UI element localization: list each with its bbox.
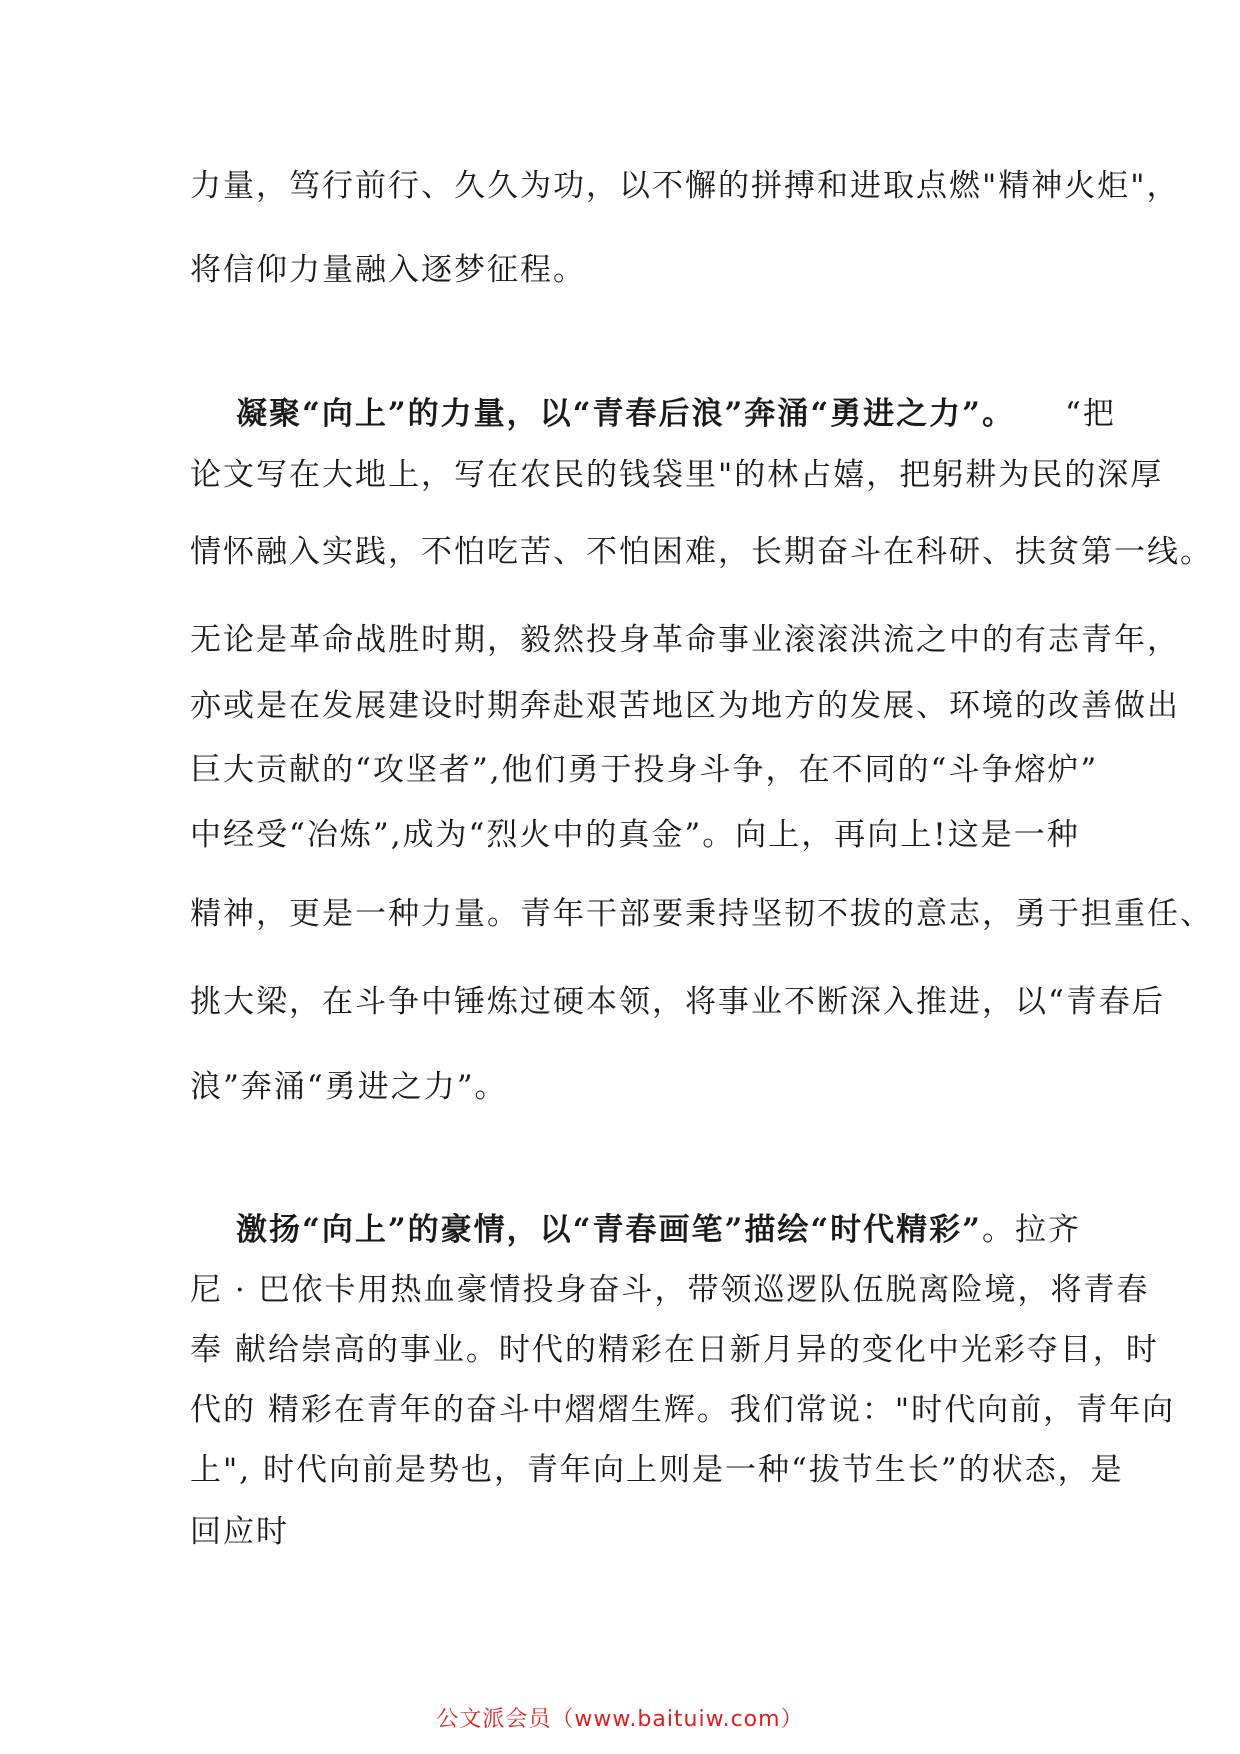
paragraph-line: 情怀融入实践，不怕吃苦、不怕困难，长期奋斗在科研、扶贫第一线。: [190, 534, 1213, 570]
paragraph-line: 巨大贡献的“攻坚者”,他们勇于投身斗争，在不同的“斗争熔炉”: [190, 752, 1099, 788]
paragraph-line: 无论是革命战胜时期，毅然投身革命事业滚滚洪流之中的有志青年，: [190, 622, 1180, 658]
section-heading-line: [190, 392, 1116, 436]
paragraph-line: 上", 时代向前是势也，青年向上则是一种“拔节生长”的状态，是: [190, 1452, 1124, 1488]
heading-continuation: “把: [1064, 396, 1116, 432]
paragraph-line: 奉 献给崇高的事业。时代的精彩在日新月异的变化中光彩夺目，时: [190, 1332, 1159, 1368]
paragraph-line: 中经受“冶炼”,成为“烈火中的真金”。向上，再向上!这是一种: [190, 817, 1080, 853]
paragraph-line: 挑大梁，在斗争中锤炼过硬本领，将事业不断深入推进，以“青春后: [190, 984, 1165, 1020]
paragraph-line: 精神，更是一种力量。青年干部要秉持坚韧不拔的意志，勇于担重任、: [190, 896, 1213, 932]
paragraph-line: 尼 · 巴依卡用热血豪情投身奋斗，带领巡逻队伍脱离险境，将青春: [190, 1272, 1150, 1308]
paragraph-line: 亦或是在发展建设时期奔赴艰苦地区为地方的发展、环境的改善做出: [190, 688, 1180, 724]
paragraph-line: 浪”奔涌“勇进之力”。: [190, 1069, 508, 1105]
footer-watermark: 公文派会员（www.baituiw.com）: [436, 1707, 804, 1732]
section-heading-2: 激扬“向上”的豪情，以“青春画笔”描绘“时代精彩”: [236, 1212, 982, 1248]
section-heading-line: [190, 1208, 1081, 1252]
paragraph-line: 论文写在大地上，写在农民的钱袋里"的林占嬉，把躬耕为民的深厚: [190, 457, 1164, 493]
paragraph-line: 代的 精彩在青年的奋斗中熠熠生辉。我们常说："时代向前，青年向: [190, 1392, 1176, 1428]
paragraph-line: 力量，笃行前行、久久为功，以不懈的拼搏和进取点燃"精神火炬"，: [190, 168, 1180, 204]
section-heading-1: 凝聚“向上”的力量，以“青春后浪”奔涌“勇进之力”。: [236, 396, 1015, 432]
paragraph-line: 回应时: [190, 1514, 289, 1550]
paragraph-line: 将信仰力量融入逐梦征程。: [190, 252, 586, 288]
heading-continuation: 。拉齐: [981, 1212, 1081, 1248]
